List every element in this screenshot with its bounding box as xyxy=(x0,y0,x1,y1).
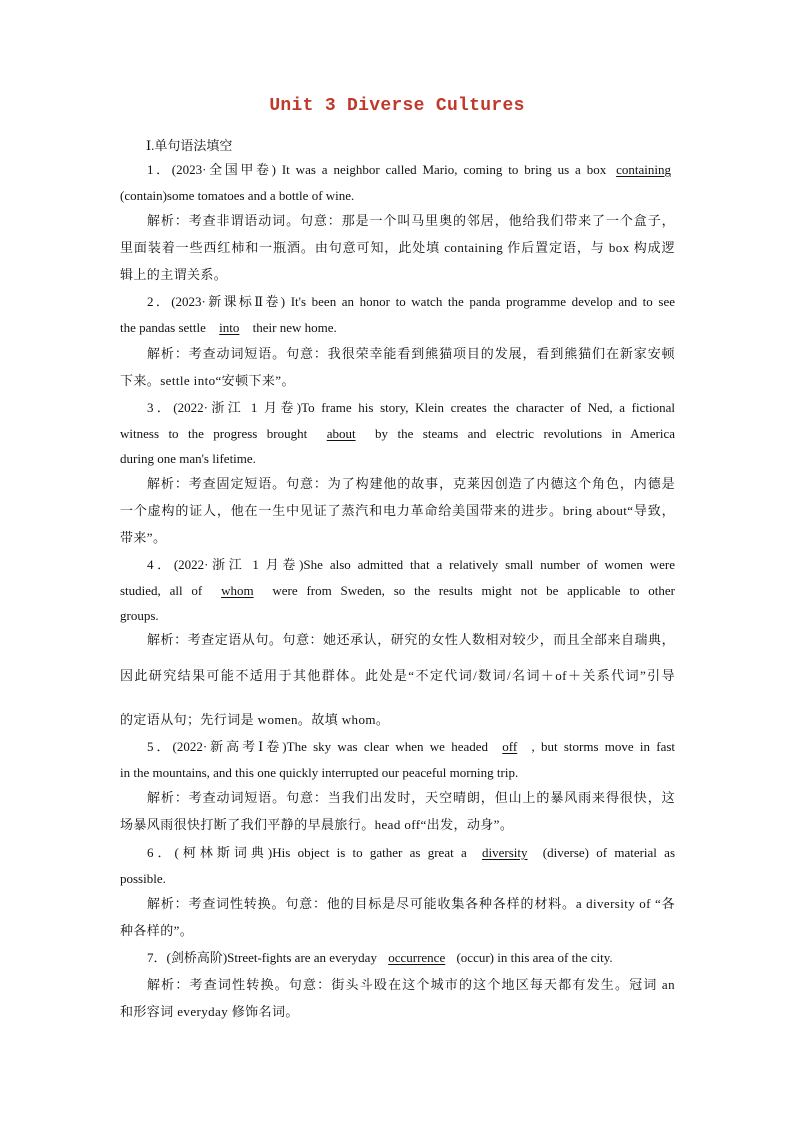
question-5-line-1: 5．(2022·新高考Ⅰ卷)The sky was clear when we headed off , but storms move in fast xyxy=(147,739,676,754)
question-5-line-2: in the mountains, and this one quickly interrupted our peaceful morning trip. xyxy=(120,765,519,780)
question-4-line-1: 4．(2022·浙江 1 月卷)She also admitted that a relatively small number of women were xyxy=(147,557,675,572)
answer-2: into xyxy=(219,320,240,335)
question-1-line-2: (contain)some tomatoes and a bottle of wine. xyxy=(120,188,355,203)
question-3-line-2: witness to the progress brought about by the steams and electric revolutions in America xyxy=(120,426,676,441)
question-4-line-2: studied, all of whom were from Sweden, so the results might not be applicable to other xyxy=(120,583,676,598)
question-2-line-1: 2．(2023·新课标Ⅱ卷) It's been an honor to watch the panda programme develop and to see xyxy=(147,294,675,309)
explanation-1-line-2: 里面装着一些西红柿和一瓶酒。由句意可知，此处填 containing 作后置定语，与 box 构成逻 xyxy=(120,240,675,255)
explanation-5-line-2: 场暴风雨很快打断了我们平静的早晨旅行。head off“出发，动身”。 xyxy=(120,817,514,832)
question-7-line-1: 7．(剑桥高阶)Street-fights are an everyday occurrence (occur) in this area of the city. xyxy=(147,950,613,965)
explanation-6-line-1: 解析：考查词性转换。句意：他的目标是尽可能收集各种各样的材料。a diversity of “各 xyxy=(147,896,675,911)
explanation-4-line-1: 解析：考查定语从句。句意：她还承认，研究的女性人数相对较少，而且全部来自瑞典， xyxy=(147,632,675,647)
answer-5: off xyxy=(502,739,518,754)
explanation-4-line-2: 因此研究结果可能不适用于其他群体。此处是“不定代词/数词/名词＋of＋关系代词”引导 xyxy=(120,668,675,683)
answer-1: containing xyxy=(616,162,671,177)
explanation-7-line-1: 解析：考查词性转换。句意：街头斗殴在这个城市的这个地区每天都有发生。冠词 an xyxy=(147,977,675,992)
explanation-3-line-2: 一个虚构的证人，他在一生中见证了蒸汽和电力革命给美国带来的进步。bring about“导致， xyxy=(120,503,675,518)
question-4-line-3: groups. xyxy=(120,608,159,623)
question-6-line-1: 6．(柯林斯词典)His object is to gather as great a diversity (diverse) of material as xyxy=(147,845,676,860)
question-3-line-3: during one man's lifetime. xyxy=(120,451,256,466)
question-2-line-2: the pandas settle into their new home. xyxy=(120,320,337,335)
question-6-line-2: possible. xyxy=(120,871,166,886)
explanation-7-line-2: 和形容词 everyday 修饰名词。 xyxy=(120,1004,299,1019)
explanation-5-line-1: 解析：考查动词短语。句意：当我们出发时，天空晴朗，但山上的暴风雨来得很快，这 xyxy=(147,790,675,805)
explanation-2-line-2: 下来。settle into“安顿下来”。 xyxy=(120,373,295,388)
explanation-3-line-1: 解析：考查固定短语。句意：为了构建他的故事，克莱因创造了内德这个角色，内德是 xyxy=(147,476,675,491)
question-3-line-1: 3．(2022·浙江 1 月卷)To frame his story, Klein creates the character of Ned, a fictional xyxy=(147,400,675,415)
answer-6: diversity xyxy=(482,845,528,860)
explanation-6-line-2: 种各样的”。 xyxy=(120,923,194,938)
explanation-1-line-3: 辑上的主谓关系。 xyxy=(120,267,228,282)
answer-4: whom xyxy=(221,583,254,598)
explanation-2-line-1: 解析：考查动词短语。句意：我很荣幸能看到熊猫项目的发展，看到熊猫们在新家安顿 xyxy=(147,346,675,361)
page-title: Unit 3 Diverse Cultures xyxy=(269,96,525,116)
answer-3: about xyxy=(326,426,356,441)
answer-7: occurrence xyxy=(388,950,446,965)
explanation-4-line-3: 的定语从句；先行词是 women。故填 whom。 xyxy=(120,712,390,727)
explanation-3-line-3: 带来”。 xyxy=(120,530,167,545)
explanation-1-line-1: 解析：考查非谓语动词。句意：那是一个叫马里奥的邻居，他给我们带来了一个盒子， xyxy=(147,213,675,228)
question-1-line-1: 1．(2023·全国甲卷) It was a neighbor called Mario, coming to bring us a box containing xyxy=(147,162,675,178)
section-heading: Ⅰ.单句语法填空 xyxy=(146,138,233,153)
